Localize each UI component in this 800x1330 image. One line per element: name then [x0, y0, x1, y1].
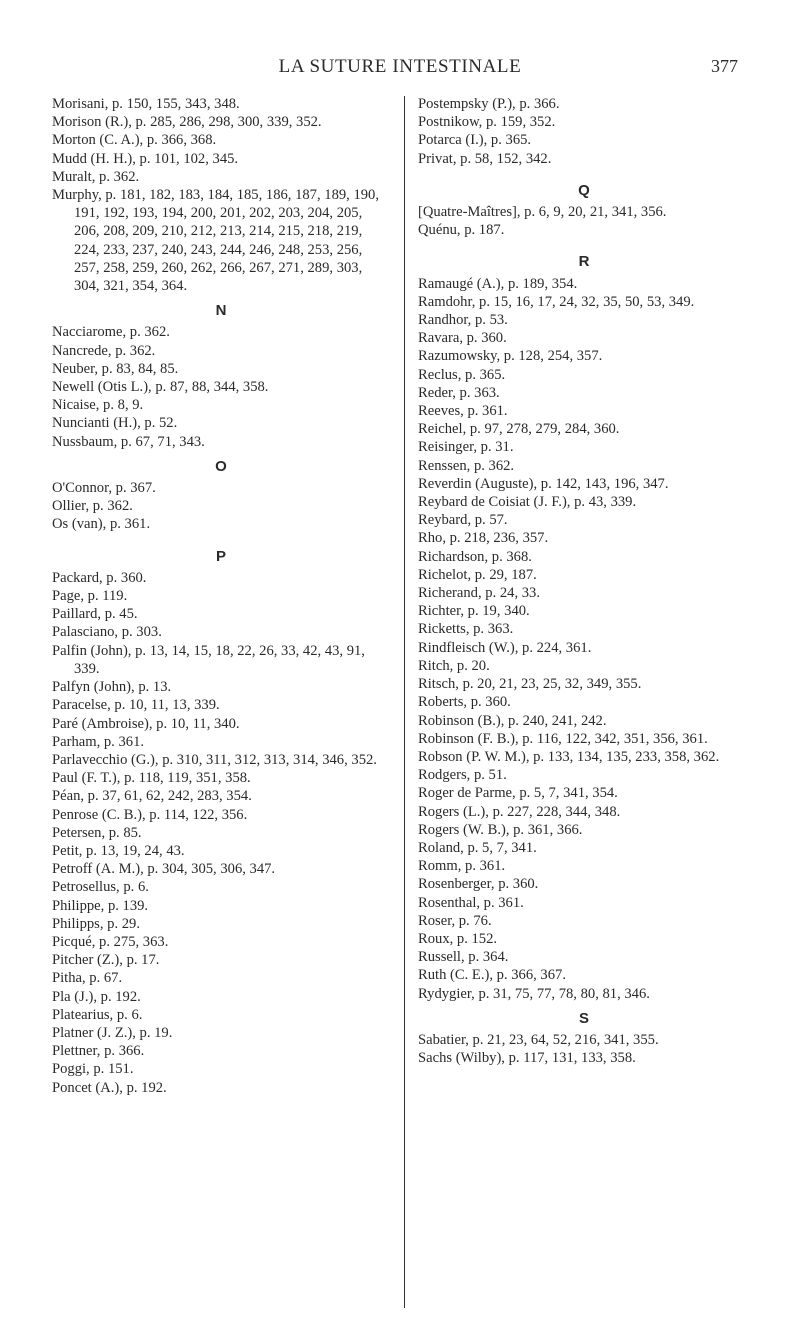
index-entry: Richelot, p. 29, 187.: [418, 566, 537, 583]
index-entry: Robinson (B.), p. 240, 241, 242.: [418, 712, 607, 729]
index-entry: Roberts, p. 360.: [418, 694, 511, 711]
index-entry: Robson (P. W. M.), p. 133, 134, 135, 233, 358, 362.: [418, 748, 720, 765]
index-entry: Morisani, p. 150, 155, 343, 348.: [52, 96, 240, 112]
section-letter: O: [215, 457, 227, 475]
index-entry: Richter, p. 19, 340.: [418, 603, 530, 620]
index-entry: Nacciarome, p. 362.: [52, 324, 170, 341]
index-entry: Picqué, p. 275, 363.: [52, 933, 169, 950]
index-entry: Morison (R.), p. 285, 286, 298, 300, 339, 352.: [52, 114, 322, 131]
index-entry: Paré (Ambroise), p. 10, 11, 340.: [52, 715, 240, 732]
index-entry: Poncet (A.), p. 192.: [52, 1079, 167, 1096]
index-entry: Rho, p. 218, 236, 357.: [418, 530, 549, 547]
index-entry: Roux, p. 152.: [418, 930, 498, 947]
index-entry: Richerand, p. 24, 33.: [418, 585, 540, 602]
index-entry: Richardson, p. 368.: [418, 548, 532, 565]
index-entry: Rosenthal, p. 361.: [418, 894, 524, 911]
index-entry: Paracelse, p. 10, 11, 13, 339.: [52, 697, 220, 714]
index-entry: Rindfleisch (W.), p. 224, 361.: [418, 639, 592, 656]
index-entry: Packard, p. 360.: [52, 569, 147, 586]
index-entry: Robinson (F. B.), p. 116, 122, 342, 351, 356, 361.: [418, 730, 708, 747]
index-entry: Os (van), p. 361.: [52, 516, 151, 533]
index-entry: Rosenberger, p. 360.: [418, 876, 539, 893]
index-entry: Nussbaum, p. 67, 71, 343.: [52, 433, 205, 450]
index-entry: Ollier, p. 362.: [52, 498, 133, 515]
index-entry: Sachs (Wilby), p. 117, 131, 133, 358.: [418, 1050, 636, 1067]
index-entry: Potarca (I.), p. 365.: [418, 132, 532, 149]
column-divider: [404, 96, 405, 1308]
index-entry: Paillard, p. 45.: [52, 606, 138, 623]
page-number: 377: [711, 56, 738, 76]
index-entry: Reybard, p. 57.: [418, 512, 508, 529]
index-entry: Newell (Otis L.), p. 87, 88, 344, 358.: [52, 379, 269, 396]
page-title: LA SUTURE INTESTINALE: [278, 56, 522, 77]
index-entry: Reder, p. 363.: [418, 384, 500, 401]
index-entry: Platearius, p. 6.: [52, 1006, 143, 1023]
index-entry: O'Connor, p. 367.: [52, 480, 156, 497]
section-letter: P: [215, 547, 226, 565]
index-entry: Roser, p. 76.: [418, 912, 492, 929]
index-entry: Ramdohr, p. 15, 16, 17, 24, 32, 35, 50, 53, 349.: [418, 293, 695, 310]
index-entry: Neuber, p. 83, 84, 85.: [52, 360, 179, 377]
index-entry: Ritch, p. 20.: [418, 657, 490, 674]
index-column-left: [52, 95, 390, 1097]
index-entry: Rodgers, p. 51.: [418, 767, 507, 784]
index-entry: Ravara, p. 360.: [418, 330, 507, 347]
index-entry: Nancrede, p. 362.: [52, 342, 156, 359]
index-entry: Pitha, p. 67.: [52, 970, 123, 987]
index-entry: Postnikow, p. 159, 352.: [418, 114, 556, 131]
index-entry: Rogers (W. B.), p. 361, 366.: [418, 821, 583, 838]
index-entry: Reichel, p. 97, 278, 279, 284, 360.: [418, 421, 620, 438]
index-column-right: [418, 95, 750, 1067]
index-entry: Reverdin (Auguste), p. 142, 143, 196, 347.: [418, 475, 669, 492]
index-entry: Pla (J.), p. 192.: [52, 988, 141, 1005]
index-entry: Parham, p. 361.: [52, 733, 145, 750]
index-entry: Privat, p. 58, 152, 342.: [418, 150, 552, 167]
index-entry: Petersen, p. 85.: [52, 824, 142, 841]
index-entry: Ramaugé (A.), p. 189, 354.: [418, 275, 578, 292]
index-entry: Quénu, p. 187.: [418, 222, 505, 239]
index-entry: Poggi, p. 151.: [52, 1061, 134, 1078]
index-entry: Ruth (C. E.), p. 366, 367.: [418, 967, 566, 984]
index-entry: Mudd (H. H.), p. 101, 102, 345.: [52, 150, 239, 167]
index-entry: Platner (J. Z.), p. 19.: [52, 1024, 173, 1041]
index-entry: Palfyn (John), p. 13.: [52, 679, 172, 696]
index-entry: Reybard de Coisiat (J. F.), p. 43, 339.: [418, 494, 637, 511]
index-entry: Parlavecchio (G.), p. 310, 311, 312, 313, 314, 346, 352.: [52, 751, 377, 768]
index-entry: Nuncianti (H.), p. 52.: [52, 415, 178, 432]
index-entry: Nicaise, p. 8, 9.: [52, 397, 144, 414]
index-entry: Ricketts, p. 363.: [418, 621, 514, 638]
section-letter: Q: [578, 181, 590, 199]
index-entry: Postempsky (P.), p. 366.: [418, 96, 560, 112]
index-entry: Rydygier, p. 31, 75, 77, 78, 80, 81, 346.: [418, 985, 650, 1002]
index-entry: Reclus, p. 365.: [418, 366, 506, 383]
index-entry: Petroff (A. M.), p. 304, 305, 306, 347.: [52, 861, 276, 878]
index-entry: Sabatier, p. 21, 23, 64, 52, 216, 341, 355.: [418, 1031, 659, 1048]
index-entry: Reeves, p. 361.: [418, 403, 508, 420]
index-entry: Murphy, p. 181, 182, 183, 184, 185, 186, 187, 189, 190, 191, 192, 193, 194, 200, 201, 202, 203, 204, 205, 206, 208, 209, 210, 212, 213, 214, 215, 218, 219, 224, 233, 237, 240, 243, 244, 246, 248, 253, 256, 257, 258, 259, 260, 262, 266, 267, 271, 289, 303, 304, 321, 354, 364.: [52, 187, 380, 295]
index-entry: Muralt, p. 362.: [52, 168, 140, 185]
index-entry: Rogers (L.), p. 227, 228, 344, 348.: [418, 803, 621, 820]
section-letter: S: [578, 1009, 589, 1027]
index-entry: Paul (F. T.), p. 118, 119, 351, 358.: [52, 770, 251, 787]
index-entry: Romm, p. 361.: [418, 858, 506, 875]
index-entry: Randhor, p. 53.: [418, 312, 508, 329]
index-entry: Russell, p. 364.: [418, 949, 509, 966]
index-entry: Reisinger, p. 31.: [418, 439, 514, 456]
section-letter: R: [578, 253, 590, 271]
section-letter: N: [215, 302, 227, 320]
index-entry: Pitcher (Z.), p. 17.: [52, 952, 160, 969]
index-entry: Morton (C. A.), p. 366, 368.: [52, 132, 217, 149]
index-entry: Ritsch, p. 20, 21, 23, 25, 32, 349, 355.: [418, 676, 642, 693]
index-entry: Plettner, p. 366.: [52, 1043, 145, 1060]
index-entry: Philippe, p. 139.: [52, 897, 149, 914]
index-entry: Péan, p. 37, 61, 62, 242, 283, 354.: [52, 788, 252, 805]
index-entry: [Quatre-Maîtres], p. 6, 9, 20, 21, 341, 356.: [418, 204, 667, 221]
index-entry: Palfin (John), p. 13, 14, 15, 18, 22, 26, 33, 42, 43, 91, 339.: [52, 642, 365, 677]
index-entry: Petit, p. 13, 19, 24, 43.: [52, 842, 185, 859]
index-entry: Philipps, p. 29.: [52, 915, 140, 932]
index-entry: Page, p. 119.: [52, 588, 128, 605]
index-entry: Roger de Parme, p. 5, 7, 341, 354.: [418, 785, 618, 802]
index-entry: Razumowsky, p. 128, 254, 357.: [418, 348, 603, 365]
index-entry: Palasciano, p. 303.: [52, 624, 162, 641]
index-entry: Penrose (C. B.), p. 114, 122, 356.: [52, 806, 248, 823]
index-entry: Roland, p. 5, 7, 341.: [418, 839, 537, 856]
index-entry: Petrosellus, p. 6.: [52, 879, 149, 896]
index-entry: Renssen, p. 362.: [418, 457, 515, 474]
running-header: [0, 56, 800, 86]
